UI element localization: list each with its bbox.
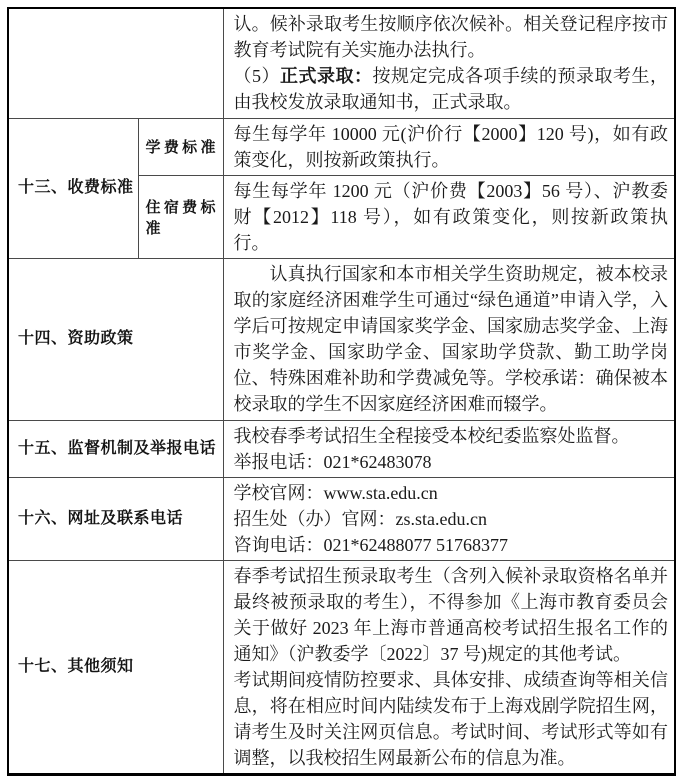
row-aid-policy	[8, 258, 675, 420]
row-other-notices	[8, 560, 675, 774]
other-notices-paragraph-1: 春季考试招生预录取考生（含列入候补录取资格名单并最终被预录取的考生），不得参加《上海市教育委员会关于做好 2023 年上海市普通高校考试招生报名工作的通知》（沪教委学〔2022〕37 号)规定的其他考试。	[233, 565, 668, 664]
tuition-standard-label: 学费标准	[138, 118, 223, 175]
other-notices-paragraph-2: 考试期间疫情防控要求、具体安排、成绩查询等相关信息，将在相应时间内陆续发布于上海戏剧学院招生网，请考生及时关注网页信息。考试时间、考试形式等如有调整，以我校招生网最新公布的信息为准。	[233, 669, 668, 768]
admission-info-table	[7, 7, 676, 776]
accommodation-standard-label: 住宿费标准	[138, 175, 223, 258]
other-notices-content	[223, 560, 675, 774]
empty-header-cell	[8, 8, 223, 118]
row-header-contact: 十六、网址及联系电话	[8, 477, 223, 560]
supervision-content	[223, 420, 675, 477]
aid-policy-text: 认真执行国家和本市相关学生资助规定，被本校录取的家庭经济困难学生可通过“绿色通道”申请入学，入学后可按规定申请国家奖学金、国家励志奖学金、上海市奖学金、国家助学金、国家助学贷款、勤工助学岗位、特殊困难补助和学费减免等。学校承诺：确保被本校录取的学生不因家庭经济困难而辍学。	[233, 264, 668, 414]
school-website: 学校官网：www.sta.edu.cn	[233, 482, 438, 503]
row-header-supervision: 十五、监督机制及举报电话	[8, 420, 223, 477]
row-header-other: 十七、其他须知	[8, 560, 223, 774]
aid-policy-content	[223, 258, 675, 420]
supervision-statement: 我校春季考试招生全程接受本校纪委监察处监督。	[233, 425, 630, 446]
accommodation-text: 每生每学年 1200 元（沪价费【2003】56 号）、沪教委财【2012】118 号），如有政策变化，则按新政策执行。	[233, 180, 668, 253]
tuition-standard-content	[223, 118, 675, 175]
row-header-aid: 十四、资助政策	[8, 258, 223, 420]
item-number: （5）	[233, 66, 280, 87]
row-supervision	[8, 420, 675, 477]
formal-admission-bold-term: 正式录取：	[280, 66, 373, 87]
row-contact	[8, 477, 675, 560]
accommodation-standard-content	[223, 175, 675, 258]
row-continuation	[8, 8, 675, 118]
formal-admission-text: 按规定完成各项手续的预录取考生，由我校发放录取通知书，正式录取。	[233, 66, 668, 113]
report-phone: 举报电话：021*62483078	[233, 451, 432, 472]
row-header-fee: 十三、收费标准	[8, 118, 138, 258]
admissions-website: 招生处（办）官网：zs.sta.edu.cn	[233, 508, 487, 529]
continuation-content	[223, 8, 675, 118]
continuation-paragraph-1: 认。候补录取考生按顺序依次候补。相关登记程序按市教育考试院有关实施办法执行。	[233, 14, 668, 61]
contact-content	[223, 477, 675, 560]
consult-phone: 咨询电话：021*62488077 51768377	[233, 534, 508, 555]
row-fee-tuition	[8, 118, 675, 175]
continuation-paragraph-2	[234, 63, 669, 115]
tuition-text: 每生每学年 10000 元(沪价行【2000】120 号)，如有政策变化，则按新政策执行。	[233, 123, 668, 170]
